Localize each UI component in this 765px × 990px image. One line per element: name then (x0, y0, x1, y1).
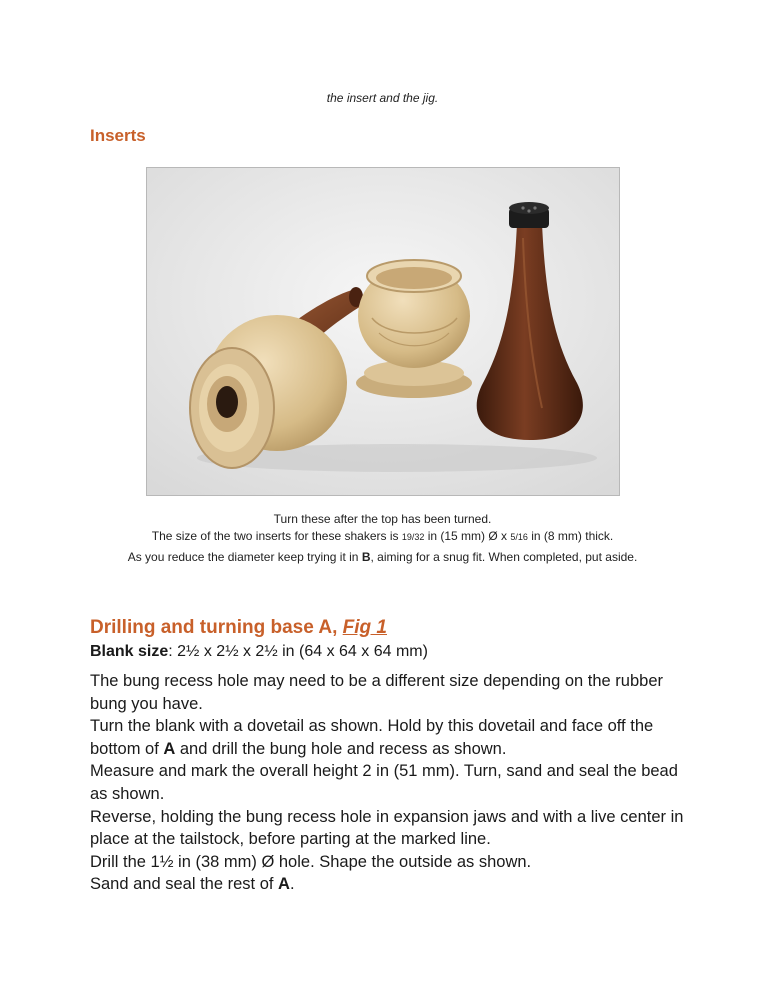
caption-2-text-a: The size of the two inserts for these shakers is (151, 529, 402, 543)
paragraph-6-bold: A (278, 875, 290, 894)
inserts-photo (146, 167, 620, 496)
caption-3-text-a: As you reduce the diameter keep trying it in (127, 550, 362, 564)
drilling-heading-text: Drilling and turning base A, (90, 617, 343, 638)
paragraph-5: Drill the 1½ in (38 mm) Ø hole. Shape the outside as shown. (90, 852, 532, 871)
photo-caption-line-1: Turn these after the top has been turned. (273, 512, 492, 526)
caption-2-fraction-1: 19/32 (401, 532, 425, 542)
wooden-shakers-illustration (147, 168, 619, 495)
paragraph-3: Measure and mark the overall height 2 in (51 mm). Turn, sand and seal the bead as shown. (90, 762, 678, 803)
caption-3-bold: B (361, 550, 371, 564)
paragraph-2-text-a: Turn the blank with a dovetail as shown. Hold by this dovetail and face off the bottom of (90, 717, 654, 758)
blank-size-label: Blank size (90, 643, 169, 660)
paragraph-2 (90, 715, 690, 760)
paragraph-6-text-b: . (289, 875, 295, 894)
instructions-body (90, 670, 690, 896)
caption-2-fraction-2: 5/16 (510, 532, 528, 542)
paragraph-2-text-b: and drill the bung hole and recess as shown. (175, 739, 507, 758)
bung-hole (216, 386, 238, 418)
drilling-heading (90, 617, 387, 639)
paragraph-1: The bung recess hole may need to be a different size depending on the rubber bung you have. (90, 672, 664, 713)
paragraph-6 (90, 873, 690, 896)
blank-size-value: : 2½ x 2½ x 2½ in (64 x 64 x 64 mm) (168, 643, 428, 660)
blank-size-line (90, 643, 428, 661)
paragraph-6-text-a: Sand and seal the rest of (90, 875, 279, 894)
fig-1-link[interactable]: Fig 1 (342, 617, 387, 638)
inserts-heading: Inserts (90, 126, 146, 145)
photo-caption-line-2 (0, 529, 765, 543)
caption-2-text-c: in (8 mm) thick. (527, 529, 614, 543)
caption-2-text-b: in (15 mm) Ø x (424, 529, 511, 543)
caption-3-text-b: , aiming for a snug fit. When completed, put aside. (370, 550, 638, 564)
top-caption: the insert and the jig. (326, 91, 439, 105)
photo-caption-line-3 (0, 550, 765, 564)
paragraph-4: Reverse, holding the bung recess hole in expansion jaws and with a live center in place at the tailstock, before parting at the marked line. (90, 807, 684, 849)
paragraph-2-bold: A (163, 739, 176, 758)
